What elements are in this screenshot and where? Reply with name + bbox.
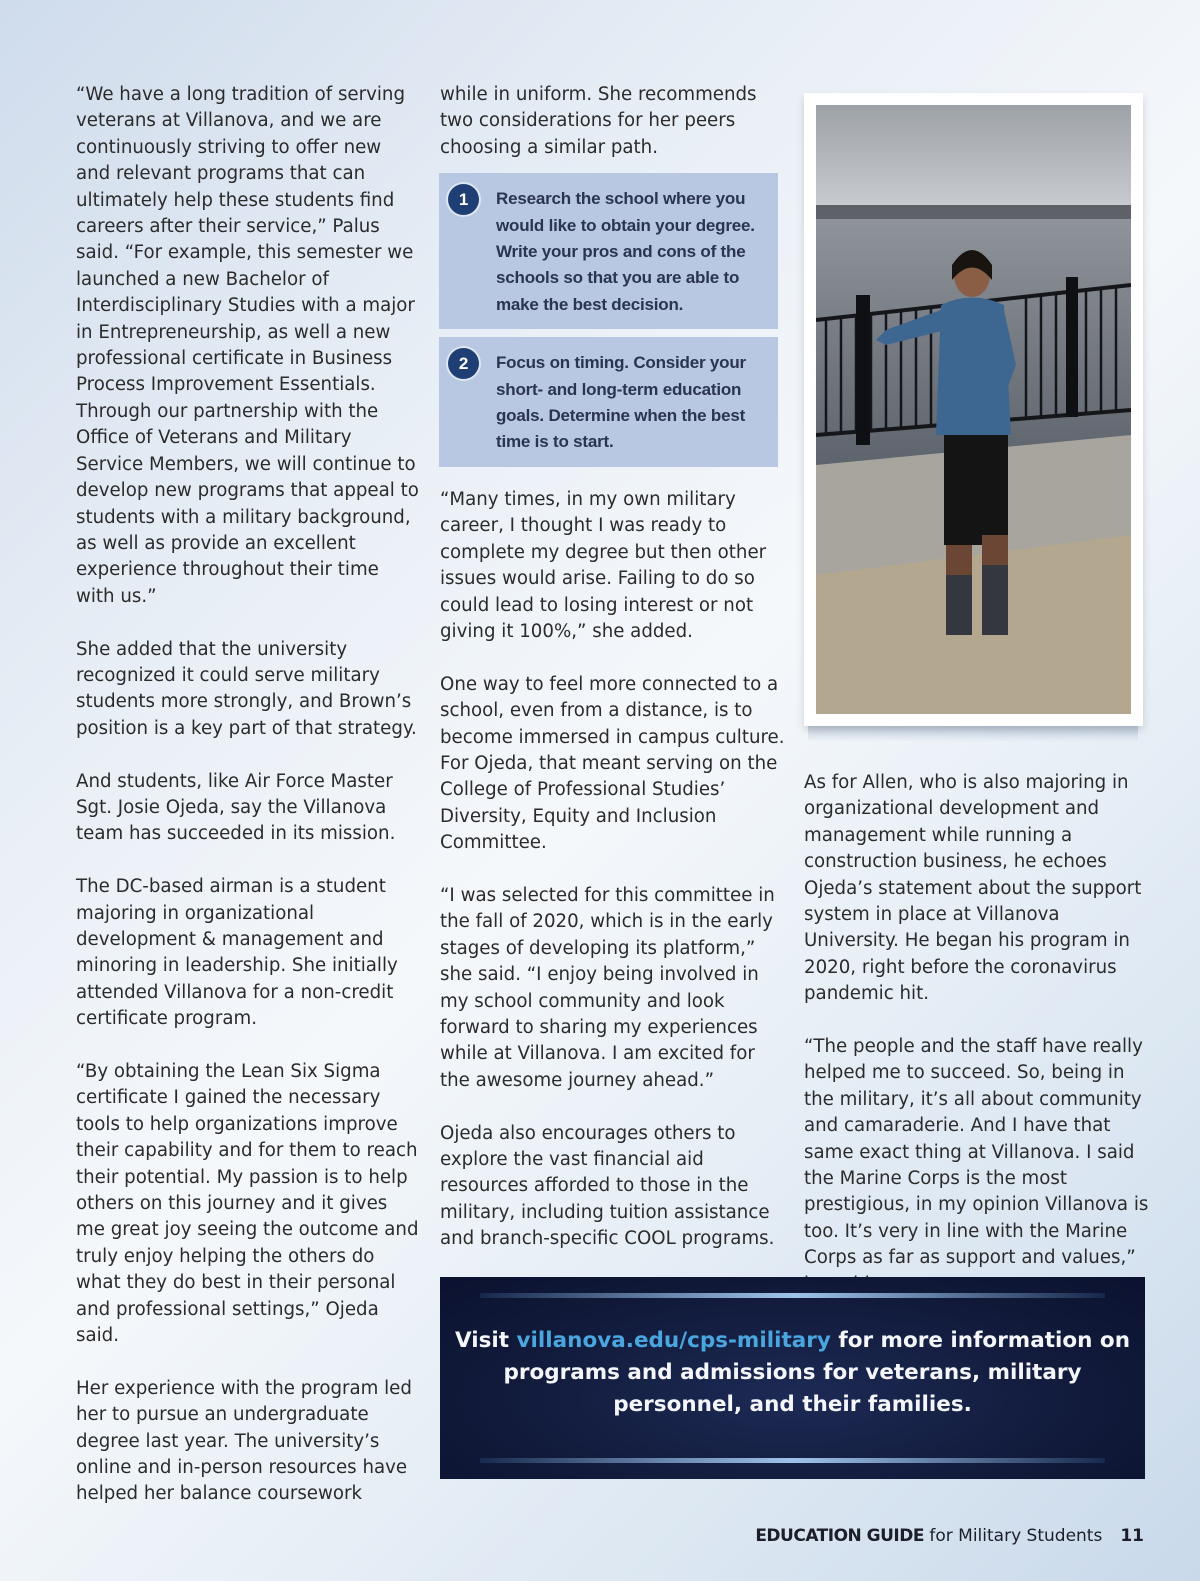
banner-divider-top (480, 1293, 1105, 1298)
paragraph: “Many times, in my own military career, I thought I was ready to complete my degree but then other issues would arise. Failing to do so could lead to losing interest or not giving it 100%,” she added. (440, 488, 767, 642)
tip-callout-1 (439, 173, 778, 329)
paragraph: And students, like Air Force Master Sgt. Josie Ojeda, say the Villanova team has succeeded in its mission. (76, 770, 396, 845)
banner-visit: Visit (454, 1328, 517, 1353)
paragraph: One way to feel more connected to a school, even from a distance, is to become immersed in campus culture. For Ojeda, that meant serving on the College of Professional Studies’ Diversity, Equity and Inclusion Committee. (440, 673, 785, 854)
banner-rest: for more information on programs and admissions for veterans, military personnel, and their families. (503, 1328, 1131, 1417)
publication-suffix: for Military Students (923, 1526, 1103, 1546)
photo-frame (804, 93, 1143, 726)
banner-divider-bottom (480, 1458, 1105, 1463)
article-column-3 (804, 770, 1154, 1325)
paragraph: The DC-based airman is a student majoring in organizational development & management and minoring in leadership. She initially attended Villanova for a non-credit certificate program. (76, 876, 398, 1030)
tip-text: Focus on timing. Consider your short- and long-term education goals. Determine when the best time is to start. (496, 353, 746, 452)
tips-list (440, 173, 785, 467)
paragraph (804, 1034, 1154, 1298)
paragraph: “I was selected for this committee in the fall of 2020, which is in the early stages of developing its platform,” she said. “I enjoy being involved in my school community and look forward to sharing my experiences while at Villanova. I am excited for the awesome journey ahead.” (440, 884, 775, 1091)
paragraph: As for Allen, who is also majoring in organizational development and management while running a construction business, he echoes Ojeda’s statement about the support system in place at Villanova University. He began his program in 2020, right before the coronavirus pandemic hit. (804, 772, 1142, 1005)
article-column-2 (440, 82, 785, 1279)
banner-url-link[interactable]: villanova.edu/cps-military (516, 1328, 831, 1353)
paragraph: while in uniform. She recommends two considerations for her peers choosing a similar path. (440, 84, 757, 158)
tip-callout-2 (439, 337, 778, 467)
closing-quote: “The people and the staff have really helped me to succeed. So, being in the military, it’s all about community and camaraderie. And I have that same exact thing at Villanova. I said the Marine Corps is the most prestigious, in my opinion Villanova is too. It’s very in line with the Marine Corps as far as support and values,” (804, 1036, 1149, 1269)
number-badge: 1 (448, 184, 479, 215)
page-footer (755, 1526, 1144, 1546)
paragraph: She added that the university recognized it could serve military students more strongly, and Brown’s position is a key part of that strategy. (76, 638, 417, 739)
tip-text: Research the school where you would like to obtain your degree. Write your pros and cons of the schools so that you are able to make the best decision. (496, 189, 755, 314)
paragraph: “By obtaining the Lean Six Sigma certificate I gained the necessary tools to help organizations improve their capability and for them to reach their potential. My passion is to help others on this journey and it gives me great joy seeing the outcome and truly enjoy helping the others do what they do best in their personal and professional settings,” Ojeda said. (76, 1060, 419, 1347)
publication-name: EDUCATION GUIDE (755, 1526, 924, 1546)
paragraph: Her experience with the program led her to pursue an undergraduate degree last year. The university’s online and in-person resources have helped her balance coursework (76, 1377, 412, 1505)
article-column-1 (76, 82, 421, 1534)
banner-text (440, 1325, 1145, 1421)
student-photo (816, 105, 1131, 714)
paragraph: “We have a long tradition of serving veterans at Villanova, and we are continuously striving to offer new and relevant programs that can ultimately help these students find careers after their service,” Palus said. “For example, this semester we launched a new Bachelor of Interdisciplinary Studies with a major in Entrepreneurship, as well a new professional certificate in Business Process Improvement Essentials. Through our partnership with the Office of Veterans and Military Service Members, we will continue to develop new programs that appeal to students with a military background, as well as provide an excellent experience throughout their time with us.” (76, 84, 419, 607)
page-number: 11 (1120, 1526, 1144, 1546)
number-badge: 2 (448, 348, 479, 379)
paragraph: Ojeda also encourages others to explore the vast financial aid resources afforded to those in the military, including tuition assistance and branch-specific COOL programs. (440, 1122, 775, 1250)
info-banner (440, 1277, 1145, 1479)
